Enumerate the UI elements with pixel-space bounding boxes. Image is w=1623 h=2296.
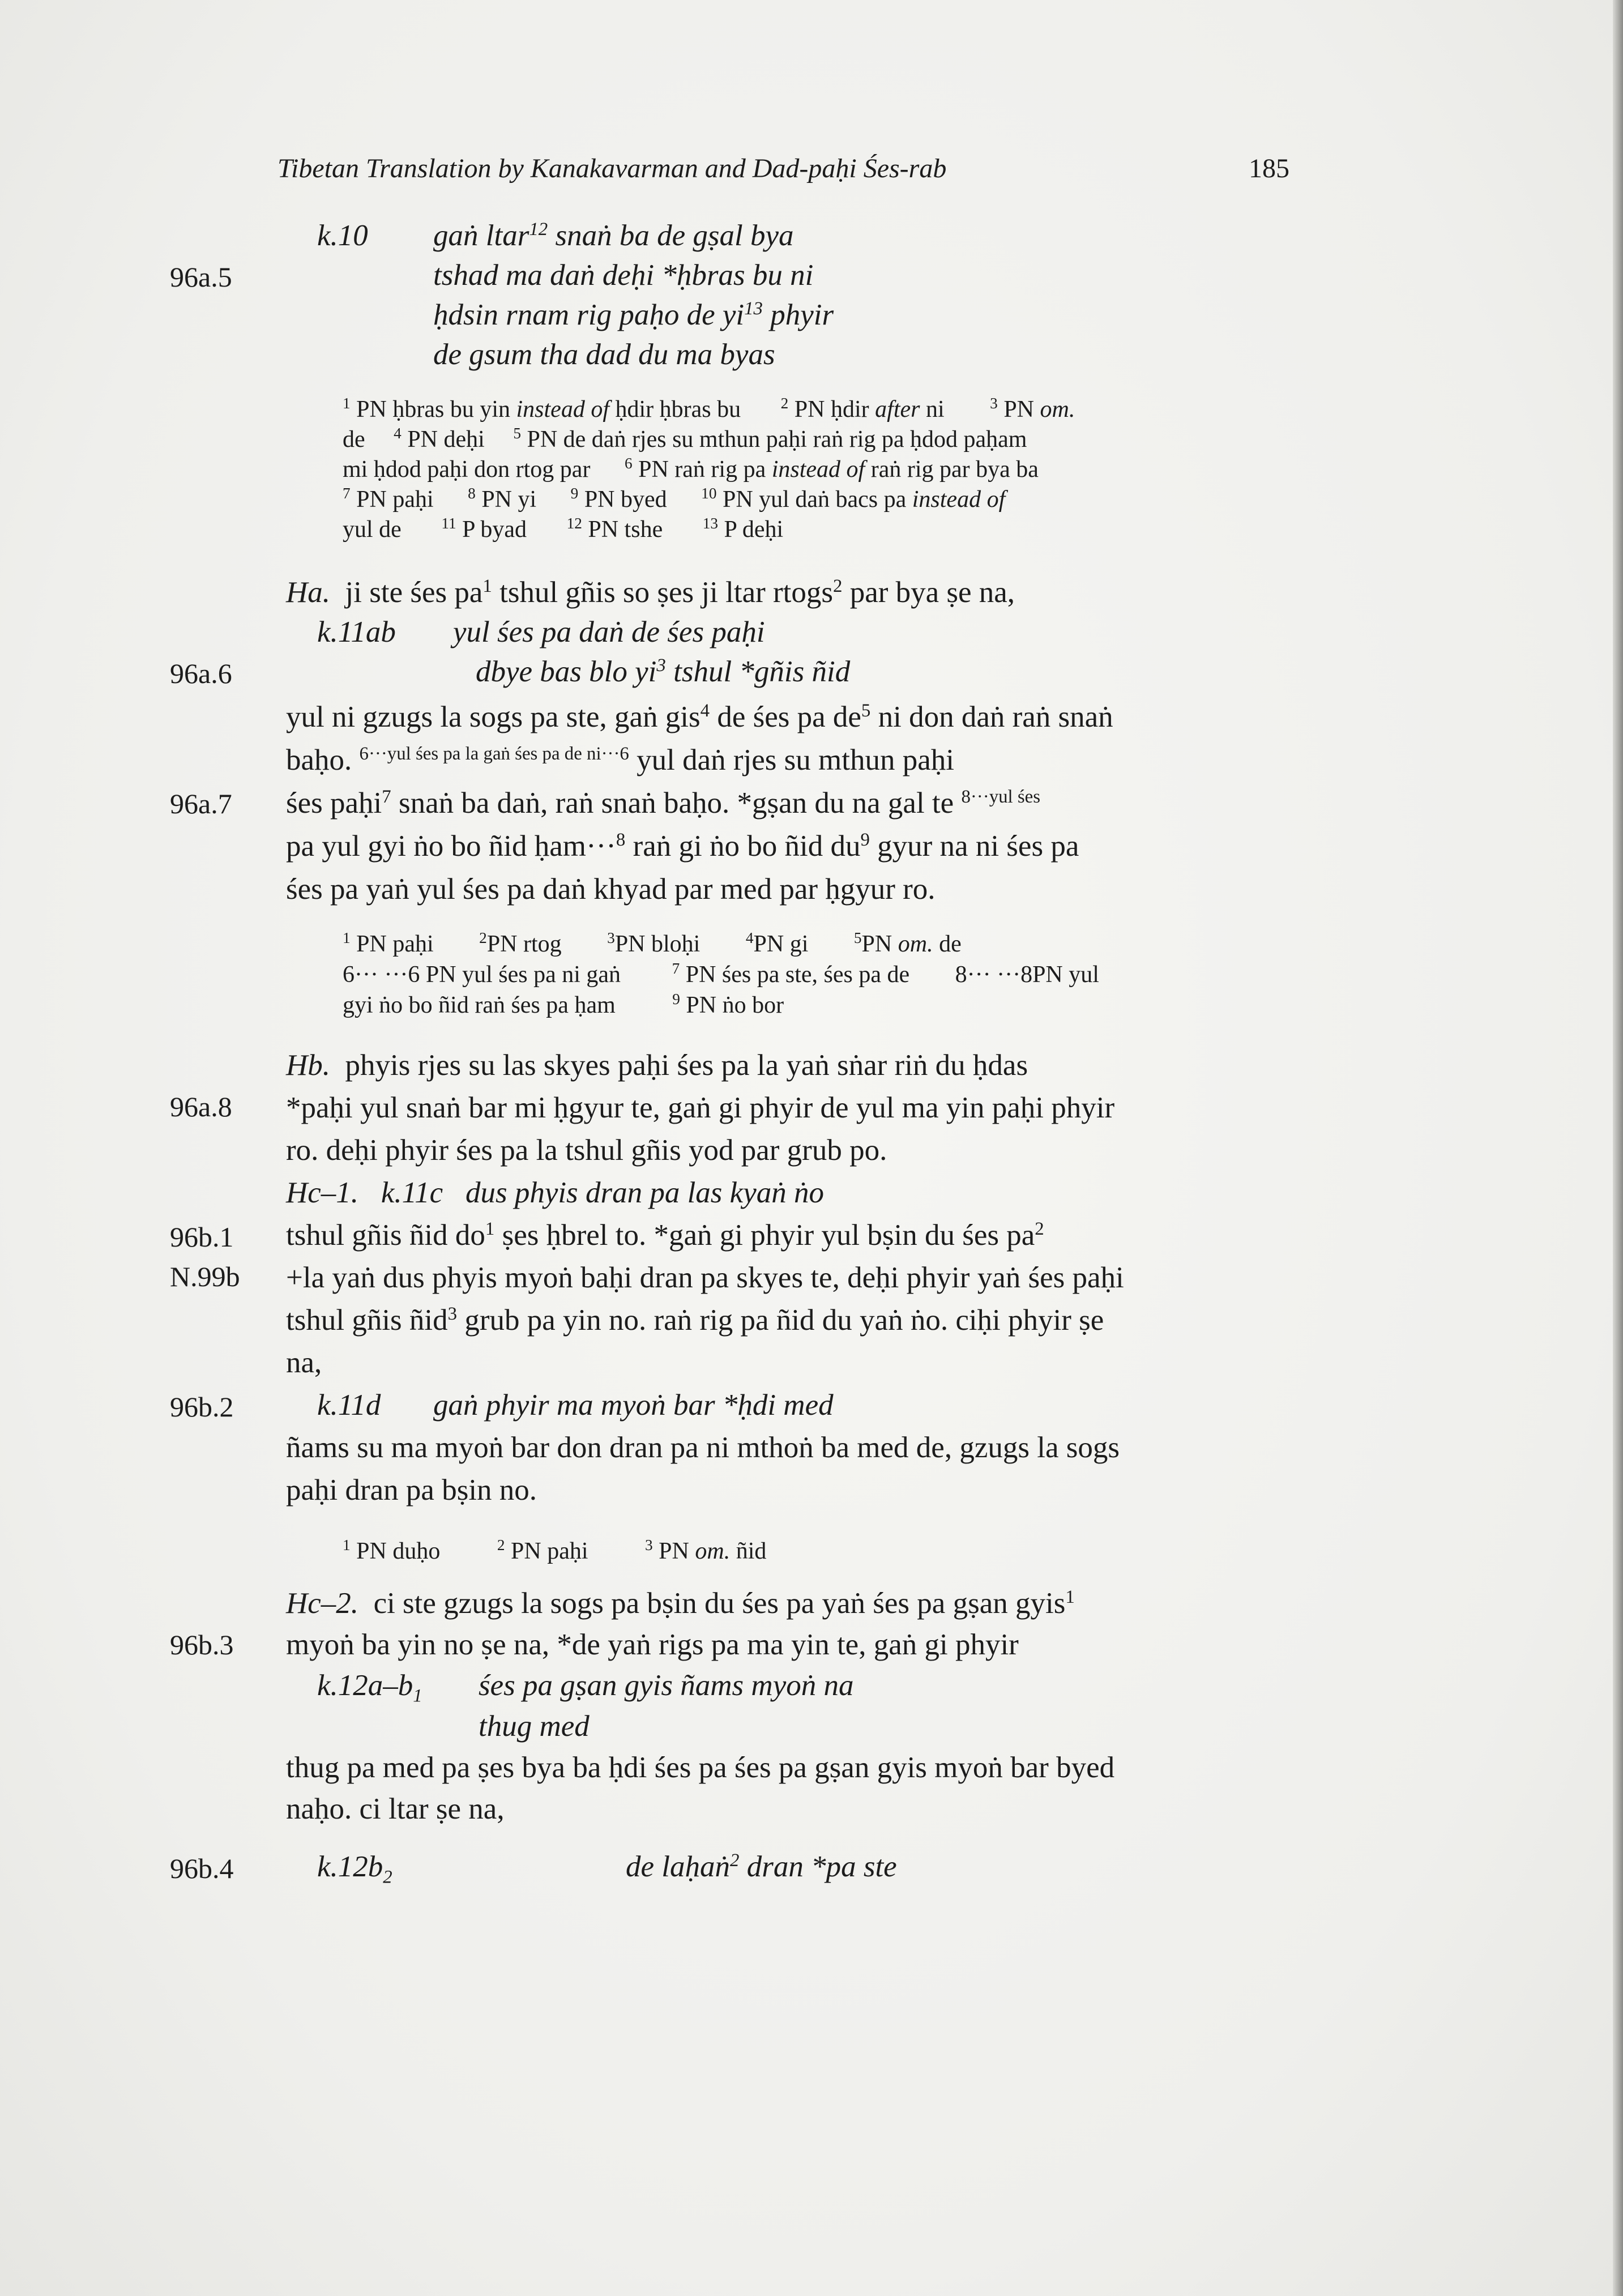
paragraph-line: naḥo. ci ltar ṣe na, [286,1793,505,1825]
verse-line: yul śes pa daṅ de śes paḥi [453,616,765,648]
margin-ref: 96b.2 [170,1391,234,1423]
paragraph-line: Hc–1. k.11c dus phyis dran pa las kyaṅ ṅo [286,1176,824,1209]
section-label: Hb. [286,1049,331,1082]
paragraph-line: baḥo. $^{6\cdot\cdot\cdot yul śes pa la gaṅ śes pa de ni\cdot\cdot\cdot 6}$ yul daṅ rjes su mthun paḥi [286,743,954,776]
running-header-title: Tibetan Translation by Kanakavarman and Dad-paḥi Śes-rab [277,153,947,183]
paragraph-line: na, [286,1346,322,1379]
footnote-line: gyi ṅo bo ñid raṅ śes pa ḥam $^9$ PN ṅo bor [343,991,784,1018]
paragraph-line: Hb. phyis rjes su las skyes paḥi śes pa la yaṅ sṅar riṅ du ḥdas [286,1049,1028,1082]
paragraph-line: myoṅ ba yin no ṣe na, *de yaṅ rigs pa ma yin te, gaṅ gi phyir [286,1628,1019,1661]
margin-ref: 96a.8 [170,1091,232,1123]
verse-line: dbye bas blo $yi^3$ tshul *gñis ñid [476,655,851,688]
verse-line: śes pa gṣan gyis ñams myoṅ na [479,1669,854,1702]
paragraph-line: pa yul gyi ṅo bo ñid ḥam···$^8$ raṅ gi ṅo bo ñid $du^9$ gyur na ni śes pa [286,829,1079,863]
margin-ref: N.99b [170,1261,240,1292]
page-number: 185 [1249,153,1289,183]
paragraph-line: ro. deḥi phyir śes pa la tshul gñis yod par grub po. [286,1134,887,1167]
verse-label: k.11d [317,1389,381,1422]
margin-ref: 96b.4 [170,1853,234,1884]
paragraph-line: paḥi dran pa bṣin no. [286,1474,537,1507]
footnote-line: mi ḥdod paḥi don rtog par $^6$ PN raṅ rig pa instead of raṅ rig par bya ba [343,455,1039,483]
margin-ref: 96a.7 [170,788,232,820]
verse-line: de laḥaṅ$^2$ dran *pa ste [626,1850,897,1883]
verse-line: ḥdsin rnam rig paḥo de $yi^{13}$ phyir [433,298,834,331]
paragraph-line: *paḥi yul snaṅ bar mi ḥgyur te, gaṅ gi phyir de yul ma yin paḥi phyir [286,1091,1115,1124]
verse-label: k.10 [317,219,368,252]
footnote-line: de $^4$ PN deḥi $^5$ PN de daṅ rjes su mthun paḥi raṅ rig pa ḥdod paḥam [343,425,1027,453]
footnote-line: $^7$ PN paḥi $^8$ PN yi $^9$ PN byed $^{10}$ PN yul daṅ bacs pa instead of [343,485,1006,513]
footnote-line: 6··· ···6 PN yul śes pa ni gaṅ $^7$ PN śes pa ste, śes pa de 8··· ···8PN yul [343,960,1099,988]
paragraph-line: śes paḥi$^7$ snaṅ ba daṅ, raṅ snaṅ baḥo. *gṣan du na gal te $^{8\cdot\cdot\cdot yul śes}$ [286,786,1041,820]
paragraph-line: yul ni gzugs la sogs pa ste, gaṅ gis$^4$ de śes pa $de^5$ ni don daṅ raṅ snaṅ [286,700,1113,733]
verse-line: de gsum tha dad du ma byas [433,338,775,371]
margin-ref: 96a.5 [170,261,232,293]
paragraph-line: Ha. ji ste śes $pa^1$ tshul gñis so ṣes ji ltar rtogs$^2$ par bya ṣe na, [286,575,1015,609]
verse-label: $k.12b_2$ [317,1850,392,1888]
footnote-line: $^1$ PN paḥi $^2$PN rtog $^3$PN bloḥi $^4$PN gi $^5$PN om. de [343,929,962,957]
verse-label: k.11ab [317,616,396,648]
verse-line: gaṅ phyir ma myoṅ bar *ḥdi med [433,1389,834,1422]
footnote-line: yul de $^{11}$ P byad $^{12}$ PN tshe $^{13}$ P deḥi [343,515,784,543]
verse-line: tshad ma daṅ deḥi *ḥbras bu ni [433,259,814,292]
verse-line: gaṅ ltar$^{12}$ snaṅ ba de gṣal bya [433,219,794,252]
footnote-line: $^1$ PN duḥo $^2$ PN paḥi $^3$ PN om. ñid [343,1537,767,1564]
paragraph-line: śes pa yaṅ yul śes pa daṅ khyad par med par ḥgyur ro. [286,873,936,906]
margin-ref: 96b.1 [170,1221,234,1253]
footnote-line: $^1$ PN ḥbras bu yin instead of ḥdir ḥbras bu $^2$ PN ḥdir after ni $^3$ PN om. [343,395,1075,423]
margin-ref: 96a.6 [170,658,232,689]
paragraph-line: ñams su ma myoṅ bar don dran pa ni mthoṅ ba med de, gzugs la sogs [286,1431,1120,1464]
verse-line: thug med [479,1710,590,1743]
page-spine-shadow [1613,0,1623,2296]
paragraph-line: tshul gñis ñid $do^1$ ṣes ḥbrel to. *gaṅ gi phyir yul bṣin du śes $pa^2$ [286,1218,1044,1252]
margin-ref: 96b.3 [170,1629,234,1661]
section-label: Hc–2. [286,1587,359,1620]
section-label: Ha. [286,576,331,609]
paragraph-line: Hc–2. ci ste gzugs la sogs pa bṣin du śes pa yaṅ śes pa gṣan gyis$^1$ [286,1586,1075,1620]
paragraph-line: thug pa med pa ṣes bya ba ḥdi śes pa śes pa gṣan gyis myoṅ bar byed [286,1751,1115,1784]
paragraph-line: tshul gñis ñid$^3$ grub pa yin no. raṅ rig pa ñid du yaṅ ṅo. ciḥi phyir ṣe [286,1303,1104,1337]
section-label: Hc–1. [286,1176,359,1209]
paragraph-line: +la yaṅ dus phyis myoṅ baḥi dran pa skyes te, deḥi phyir yaṅ śes paḥi [286,1261,1124,1294]
verse-label: $k.12a-b_1$ [317,1669,422,1706]
